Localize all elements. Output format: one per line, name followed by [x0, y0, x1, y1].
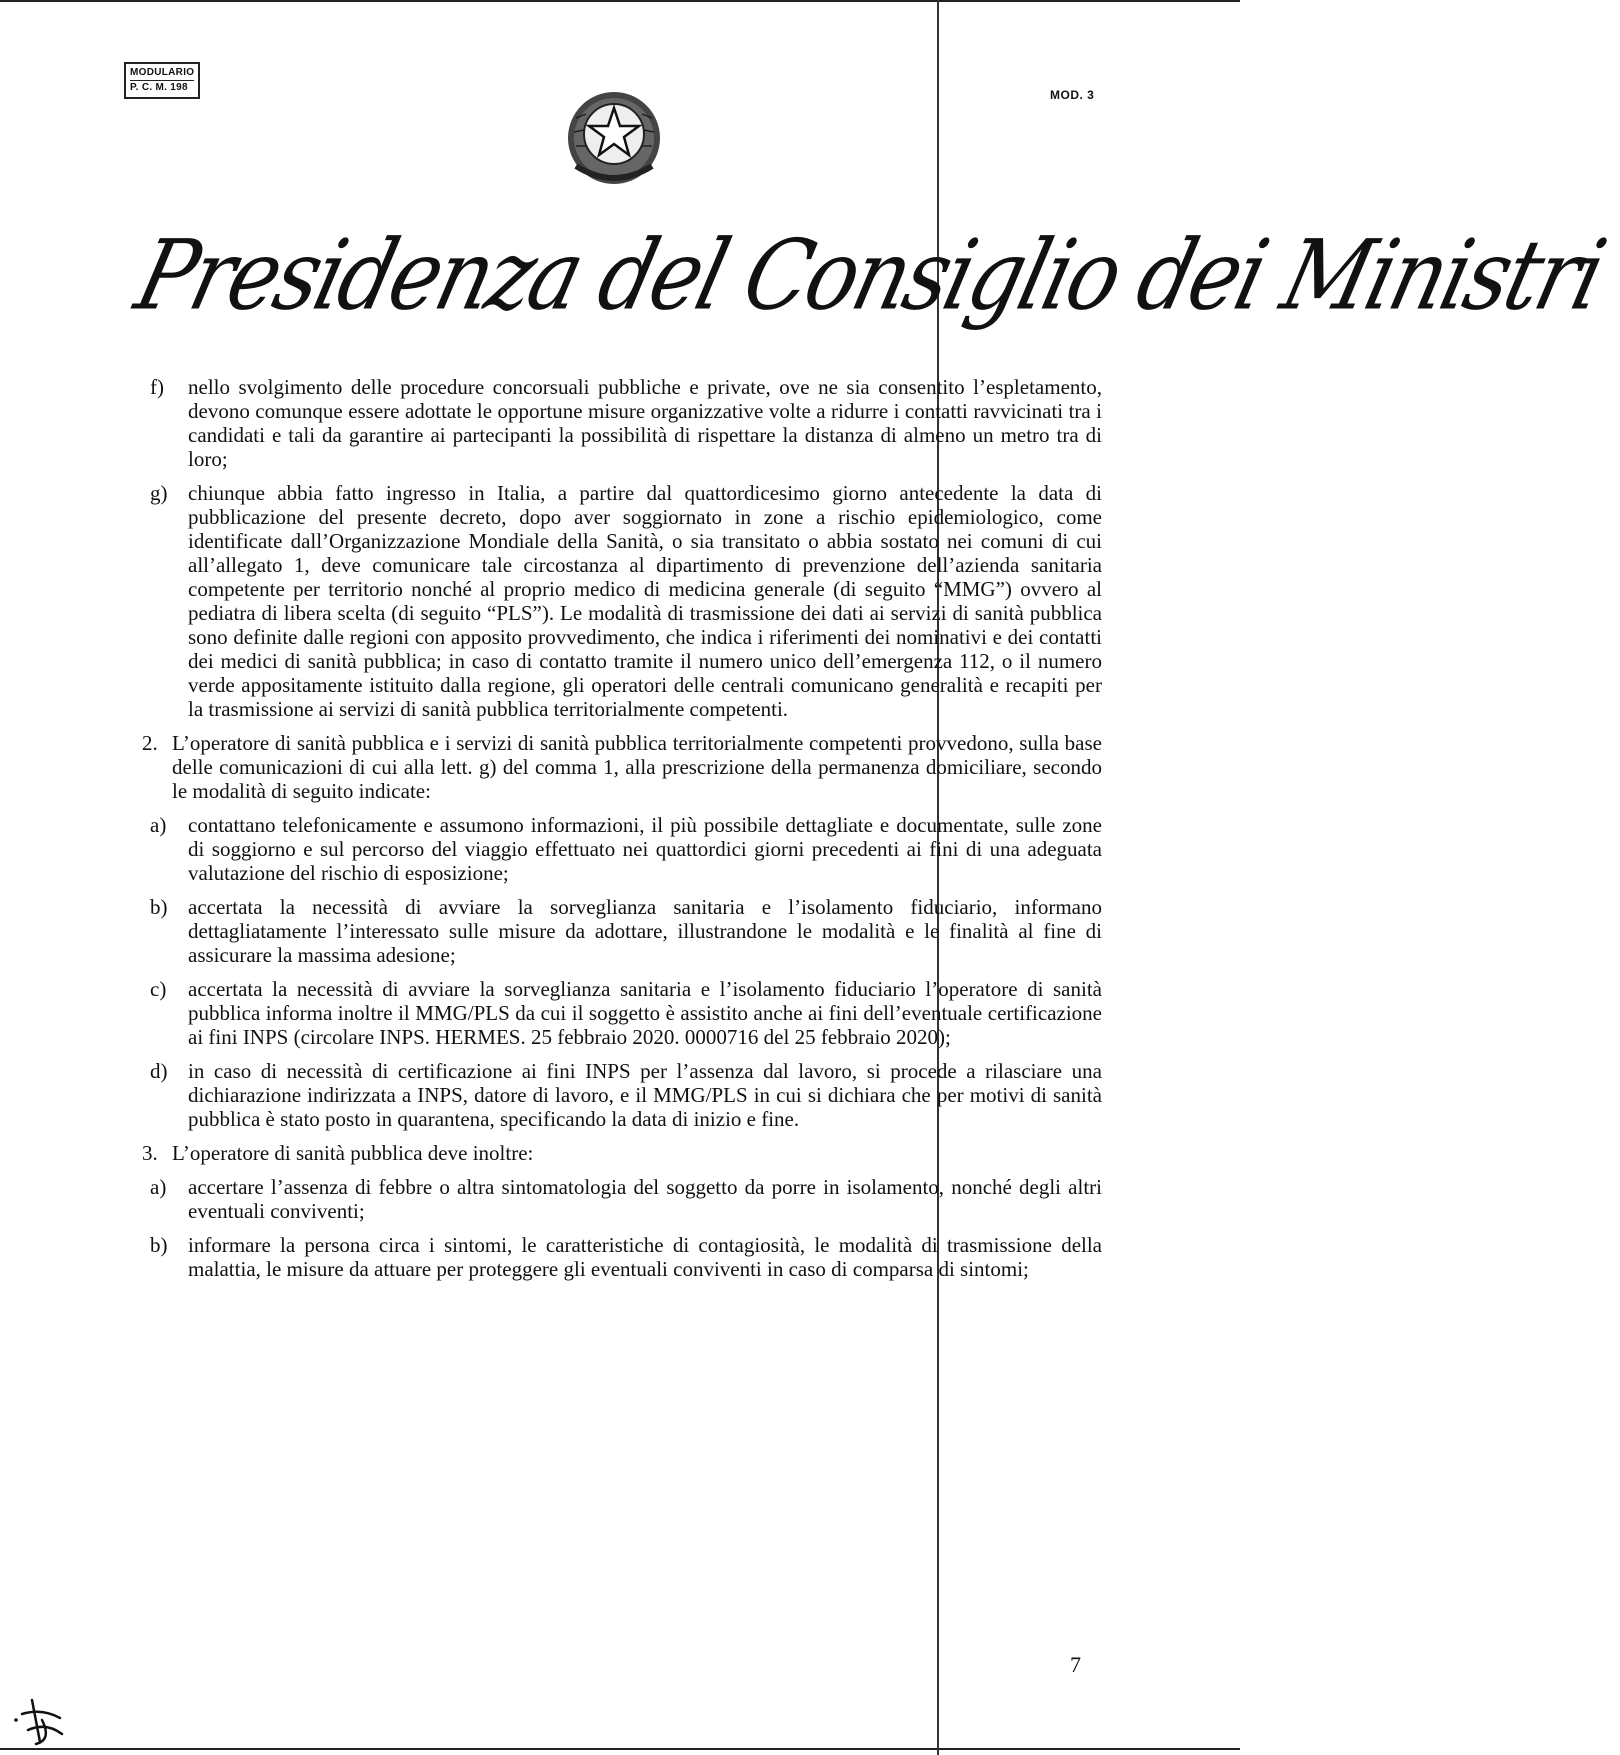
list-item: [150, 1175, 1102, 1223]
item-text: accertata la necessità di avviare la sorveglianza sanitaria e l’isolamento fiduciario, informano dettagliatamente l’interessato sulle misure da adottare, illustrandone le modalità e le finalità al fine di assicurare la massima adesione;: [188, 895, 1102, 967]
item-label: g): [150, 481, 168, 505]
item-label: c): [150, 977, 167, 1001]
presidency-title: Presidenza del Consiglio dei Ministri: [125, 218, 1614, 332]
scan-bottom-edge: [0, 1748, 1240, 1750]
item-label: a): [150, 813, 167, 837]
numbered-paragraph: [142, 1141, 1102, 1165]
item-text: nello svolgimento delle procedure concorsuali pubbliche e private, ove ne sia consentito l’espletamento, devono comunque essere adottate le opportune misure organizzative volte a ridurre i contatti ravvicinati tra i candidati e tali da garantire ai partecipanti la possibilità di rispettare la distanza di almeno un metro tra di loro;: [188, 375, 1102, 471]
item-label: 2.: [142, 731, 158, 755]
item-text: contattano telefonicamente e assumono informazioni, il più possibile dettagliate e documentate, sulle zone di soggiorno e sul percorso del viaggio effettuato nei quattordici giorni precedenti ai fini di una adeguata valutazione del rischio di esposizione;: [188, 813, 1102, 885]
item-text: L’operatore di sanità pubblica e i servizi di sanità pubblica territorialmente competenti provvedono, sulla base delle comunicazioni di cui alla lett. g) del comma 1, alla prescrizione della permanenza domiciliare, secondo le modalità di seguito indicate:: [172, 731, 1102, 803]
item-label: d): [150, 1059, 168, 1083]
item-text: accertare l’assenza di febbre o altra sintomatologia del soggetto da porre in isolamento, nonché degli altri eventuali conviventi;: [188, 1175, 1102, 1223]
item-label: a): [150, 1175, 167, 1199]
modulario-stamp: [124, 62, 200, 99]
italian-republic-emblem-icon: [562, 88, 666, 192]
list-item: [150, 977, 1102, 1049]
mod-label: MOD. 3: [1050, 88, 1095, 102]
scan-top-edge: [0, 0, 1240, 2]
page-number: 7: [1070, 1652, 1081, 1677]
list-item: [150, 1233, 1102, 1281]
item-label: b): [150, 1233, 168, 1257]
list-item: [150, 481, 1102, 721]
item-text: L’operatore di sanità pubblica deve inoltre:: [172, 1141, 534, 1165]
list-item: [150, 813, 1102, 885]
item-label: 3.: [142, 1141, 158, 1165]
item-text: chiunque abbia fatto ingresso in Italia, a partire dal quattordicesimo giorno antecedente la data di pubblicazione del presente decreto, dopo aver soggiornato in zone a rischio epidemiologico, come identificate dall’Organizzazione Mondiale della Sanità, o sia transitato o abbia sostato nei comuni di cui all’allegato 1, deve comunicare tale circostanza al dipartimento di prevenzione dell’azienda sanitaria competente per territorio nonché al proprio medico di medicina generale (di seguito “MMG”) ovvero al pediatra di libera scelta (di seguito “PLS”). Le modalità di trasmissione dei dati ai servizi di sanità pubblica sono definite dalle regioni con apposito provvedimento, che indica i riferimenti dei nominativi e dei contatti dei medici di sanità pubblica; in caso di contatto tramite il numero unico dell’emergenza 112, o il numero verde appositamente istituito dalla regione, gli operatori delle centrali comunicano generalità e recapiti per la trasmissione ai servizi di sanità pubblica territorialmente competenti.: [188, 481, 1102, 721]
item-text: accertata la necessità di avviare la sorveglianza sanitaria e l’isolamento fiduciario l’operatore di sanità pubblica informa inoltre il MMG/PLS da cui il soggetto è assistito anche ai fini dell’eventuale certificazione ai fini INPS (circolare INPS. HERMES. 25 febbraio 2020. 0000716 del 25 febbraio 2020);: [188, 977, 1102, 1049]
handwritten-initials-icon: [12, 1690, 72, 1750]
item-label: f): [150, 375, 164, 399]
list-item: [150, 375, 1102, 471]
item-label: b): [150, 895, 168, 919]
numbered-paragraph: [142, 731, 1102, 803]
item-text: informare la persona circa i sintomi, le caratteristiche di contagiosità, le modalità di trasmissione della malattia, le misure da attuare per proteggere gli eventuali conviventi in caso di comparsa di sintomi;: [188, 1233, 1102, 1281]
document-body: [142, 375, 1102, 1291]
stamp-line-2: P. C. M. 198: [130, 80, 194, 95]
stamp-line-1: MODULARIO: [130, 67, 195, 78]
list-item: [150, 895, 1102, 967]
list-item: [150, 1059, 1102, 1131]
item-text: in caso di necessità di certificazione ai fini INPS per l’assenza dal lavoro, si procede a rilasciare una dichiarazione indirizzata a INPS, datore di lavoro, e il MMG/PLS in cui si dichiara che per motivi di sanità pubblica è stato posto in quarantena, specificando la data di inizio e fine.: [188, 1059, 1102, 1131]
